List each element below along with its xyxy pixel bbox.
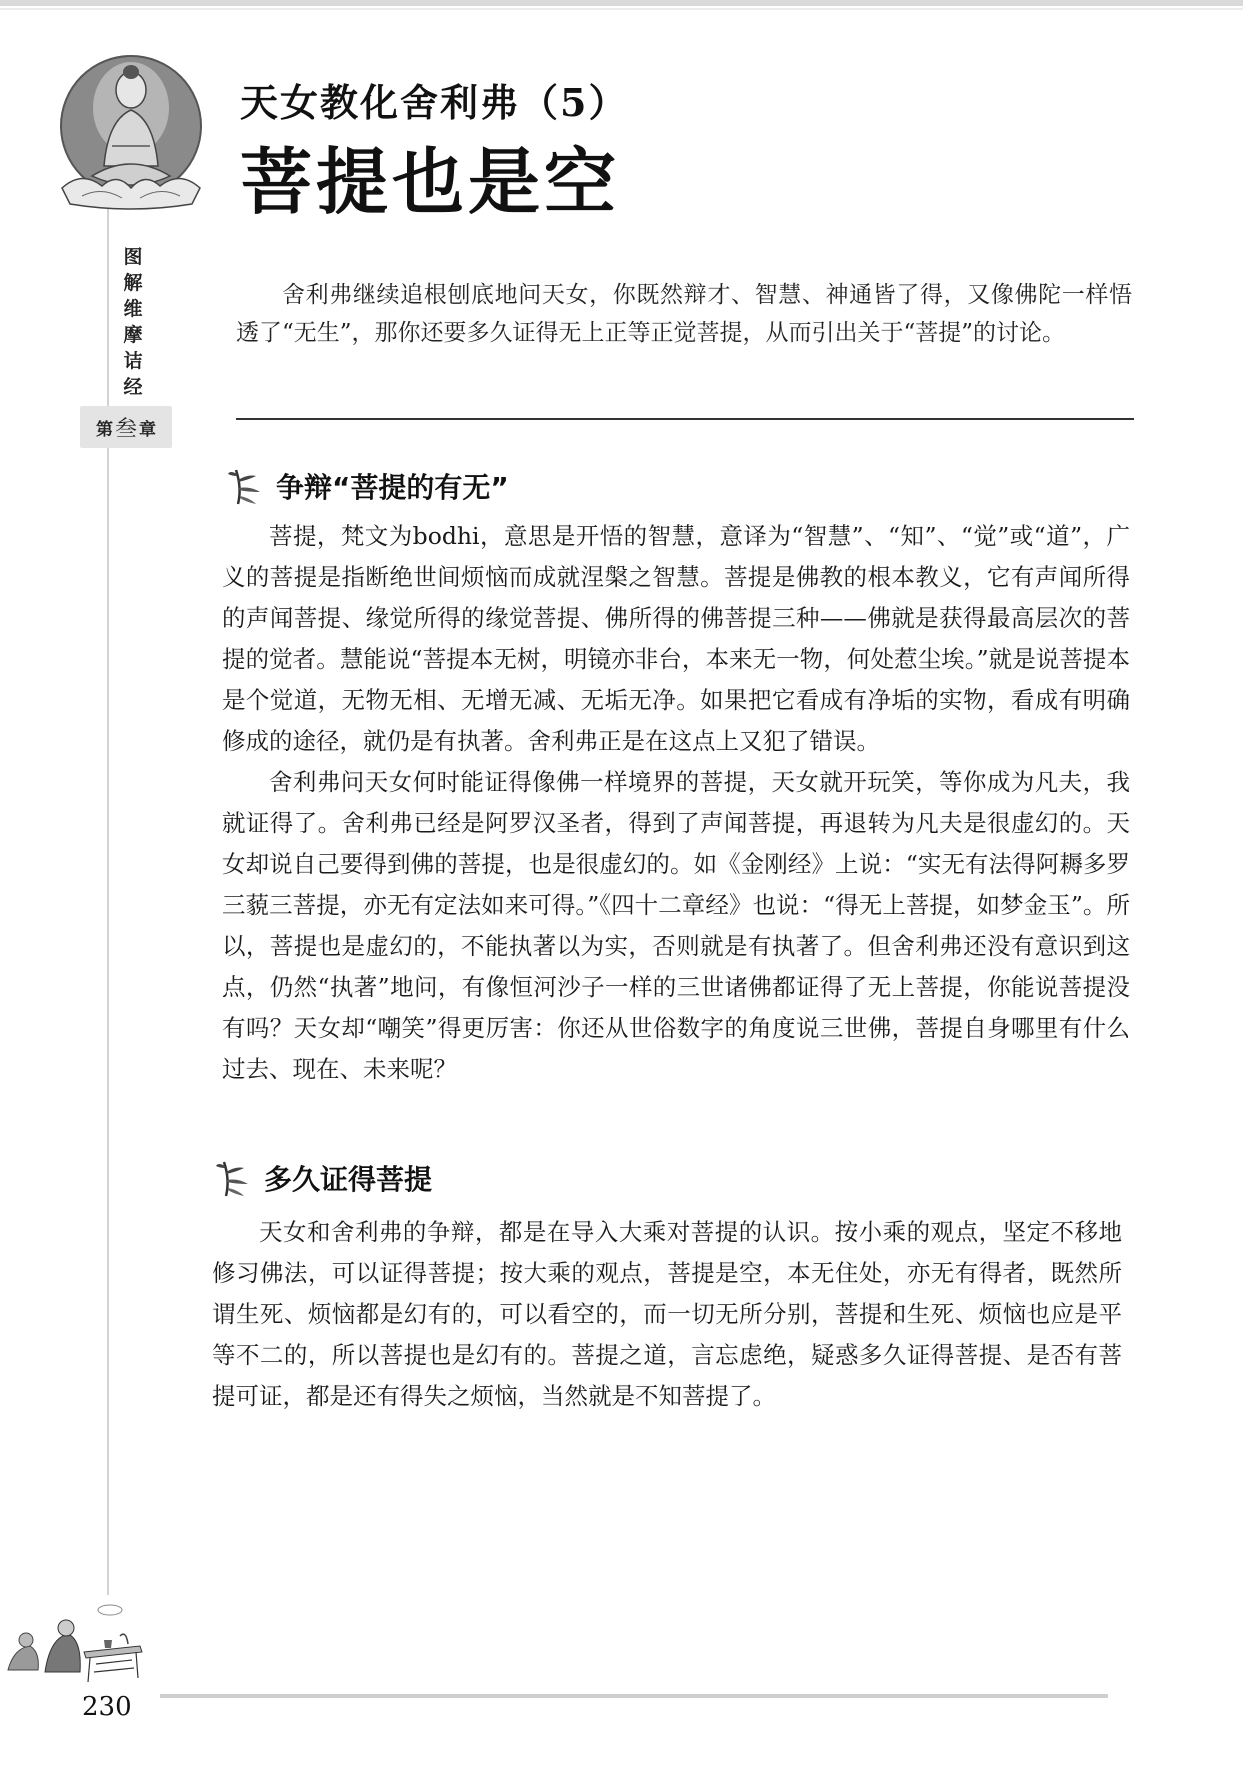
section-heading-text: 多久证得菩提 [264, 1163, 433, 1196]
page-title: 菩提也是空 [240, 139, 621, 224]
section-heading-1 [226, 466, 509, 506]
page-number: 230 [82, 1692, 132, 1722]
footer-rule [160, 1694, 1108, 1698]
section-divider [236, 418, 1134, 420]
book-title-char: 诘 [123, 350, 143, 372]
buddha-medallion-icon [52, 48, 210, 216]
top-edge-rule-thin [0, 8, 1243, 10]
section-body-2 [212, 1212, 1122, 1417]
scholar-scene-icon [0, 1590, 175, 1690]
body-paragraph: 天女和舍利弗的争辩，都是在导入大乘对菩提的认识。按小乘的观点，坚定不移地修习佛法，可以证得菩提；按大乘的观点，菩提是空，本无住处，亦无有得者，既然所谓生死、烦恼都是幻有的，可以看空的，而一切无所分别，菩提和生死、烦恼也应是平等不二的，所以菩提也是幻有的。菩提之道，言忘虑绝，疑惑多久证得菩提、是否有菩提可证，都是还有得失之烦恼，当然就是不知菩提了。 [212, 1218, 1122, 1410]
book-title-char: 摩 [123, 324, 143, 346]
chapter-number: 叁 [114, 416, 137, 442]
top-edge-rule [0, 0, 1243, 6]
bamboo-icon [226, 466, 266, 506]
chapter-tab [80, 406, 172, 448]
body-paragraph: 菩提，梵文为bodhi，意思是开悟的智慧，意译为“智慧”、“知”、“觉”或“道”，广义的菩提是指断绝世间烦恼而成就涅槃之智慧。菩提是佛教的根本教义，它有声闻所得的声闻菩提、缘觉所得的缘觉菩提、佛所得的佛菩提三种——佛就是获得最高层次的菩提的觉者。慧能说“菩提本无树，明镜亦非台，本来无一物，何处惹尘埃。”就是说菩提本是个觉道，无物无相、无增无减、无垢无净。如果把它看成有净垢的实物，看成有明确修成的途径，就仍是有执著。舍利弗正是在这点上又犯了错误。 [222, 522, 1130, 755]
section-body-1 [222, 516, 1130, 1090]
intro-paragraph: 舍利弗继续追根刨底地问天女，你既然辩才、智慧、神通皆了得，又像佛陀一样悟透了“无生”，那你还要多久证得无上正等正觉菩提，从而引出关于“菩提”的讨论。 [236, 282, 1132, 346]
book-title-vertical [116, 244, 150, 400]
book-title-char: 解 [123, 272, 143, 294]
section-heading-text: 争辩“菩提的有无” [276, 471, 509, 504]
page-subtitle: 天女教化舍利弗（5） [240, 80, 629, 125]
chapter-suffix: 章 [139, 419, 156, 440]
book-title-char: 经 [123, 376, 143, 398]
book-title-char: 图 [123, 246, 143, 268]
section-heading-2 [214, 1158, 432, 1198]
bamboo-icon [214, 1158, 254, 1198]
book-title-char: 维 [123, 298, 143, 320]
body-paragraph: 舍利弗问天女何时能证得像佛一样境界的菩提，天女就开玩笑，等你成为凡夫，我就证得了。舍利弗已经是阿罗汉圣者，得到了声闻菩提，再退转为凡夫是很虚幻的。天女却说自己要得到佛的菩提，也是很虚幻的。如《金刚经》上说：“实无有法得阿耨多罗三藐三菩提，亦无有定法如来可得。”《四十二章经》也说：“得无上菩提，如梦金玉”。所以，菩提也是虚幻的，不能执著以为实，否则就是有执著了。但舍利弗还没有意识到这点，仍然“执著”地问，有像恒河沙子一样的三世诸佛都证得了无上菩提，你能说菩提没有吗？天女却“嘲笑”得更厉害：你还从世俗数字的角度说三世佛，菩提自身哪里有什么过去、现在、未来呢？ [222, 768, 1130, 1083]
chapter-prefix: 第 [95, 419, 113, 440]
